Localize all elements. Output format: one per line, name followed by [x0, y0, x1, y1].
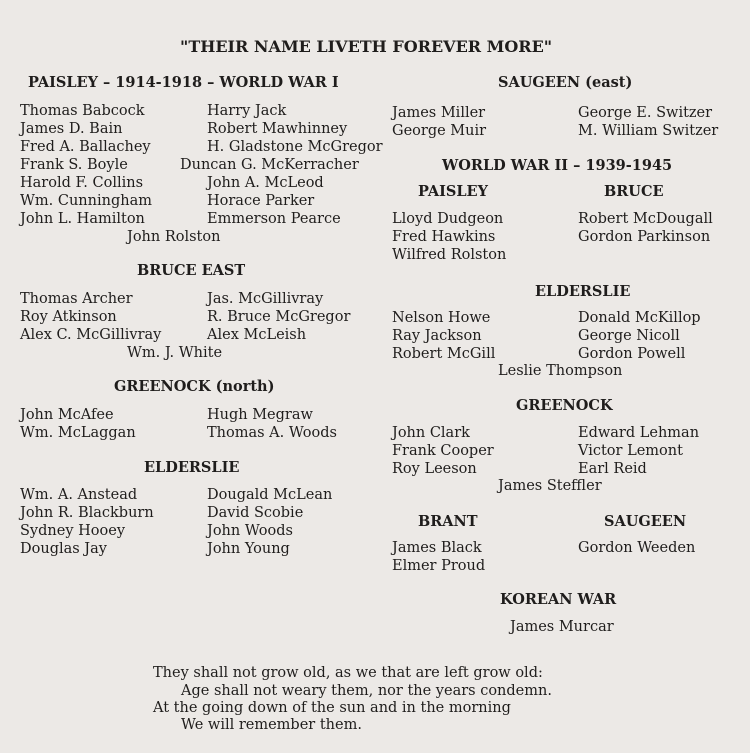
name-entry: John R. Blackburn — [20, 505, 154, 521]
name-entry: Alex McLeish — [207, 327, 307, 343]
name-entry: George Nicoll — [578, 328, 680, 344]
name-entry: John Rolston — [127, 229, 221, 245]
name-entry: Thomas Archer — [20, 291, 133, 307]
name-entry: Wm. Cunningham — [20, 193, 152, 209]
name-entry: Elmer Proud — [392, 558, 486, 574]
name-entry: John McAfee — [20, 407, 114, 423]
name-entry: John Woods — [207, 523, 293, 539]
name-entry: James Miller — [392, 105, 486, 121]
name-entry: Douglas Jay — [20, 541, 107, 557]
name-entry: Harold F. Collins — [20, 175, 144, 191]
paisley-ww1-heading: PAISLEY – 1914-1918 – WORLD WAR I — [28, 74, 339, 91]
ww2-paisley-heading: PAISLEY — [418, 183, 488, 200]
name-entry: Horace Parker — [207, 193, 315, 209]
name-entry: Frank S. Boyle — [20, 157, 128, 173]
name-entry: M. William Switzer — [578, 123, 719, 139]
name-entry: George Muir — [392, 123, 487, 139]
name-entry: John Clark — [392, 425, 470, 441]
name-entry: Robert McDougall — [578, 211, 713, 227]
name-entry: James Murcar — [510, 619, 614, 635]
name-entry: Victor Lemont — [578, 443, 683, 459]
greenock-north-heading: GREENOCK (north) — [114, 378, 275, 395]
elderslie-ww1-heading: ELDERSLIE — [144, 459, 240, 476]
ww2-brant-heading: BRANT — [418, 513, 478, 530]
poem-line: They shall not grow old, as we that are left grow old: — [153, 665, 543, 681]
ww2-greenock-heading: GREENOCK — [516, 397, 613, 414]
poem-line: At the going down of the sun and in the morning — [153, 700, 511, 716]
name-entry: John A. McLeod — [207, 175, 324, 191]
name-entry: Sydney Hooey — [20, 523, 126, 539]
name-entry: Gordon Weeden — [578, 540, 696, 556]
name-entry: John Young — [207, 541, 290, 557]
name-entry: Fred A. Ballachey — [20, 139, 151, 155]
poem-line: We will remember them. — [181, 717, 362, 733]
name-entry: James Steffler — [498, 478, 602, 494]
name-entry: James D. Bain — [20, 121, 123, 137]
name-entry: Lloyd Dudgeon — [392, 211, 504, 227]
name-entry: Edward Lehman — [578, 425, 700, 441]
name-entry: Thomas Babcock — [20, 103, 145, 119]
name-entry: George E. Switzer — [578, 105, 713, 121]
name-entry: Donald McKillop — [578, 310, 701, 326]
name-entry: Wm. McLaggan — [20, 425, 136, 441]
korean-war-heading: KOREAN WAR — [500, 591, 617, 608]
name-entry: Robert McGill — [392, 346, 496, 362]
ww2-bruce-heading: BRUCE — [604, 183, 664, 200]
bruce-east-heading: BRUCE EAST — [137, 262, 246, 279]
name-entry: Fred Hawkins — [392, 229, 496, 245]
name-entry: Hugh Megraw — [207, 407, 313, 423]
name-entry: Harry Jack — [207, 103, 287, 119]
name-entry: Emmerson Pearce — [207, 211, 341, 227]
page-title: "THEIR NAME LIVETH FOREVER MORE" — [180, 37, 553, 56]
name-entry: Leslie Thompson — [498, 363, 623, 379]
name-entry: Nelson Howe — [392, 310, 491, 326]
name-entry: Jas. McGillivray — [207, 291, 324, 307]
name-entry: Roy Leeson — [392, 461, 477, 477]
name-entry: Earl Reid — [578, 461, 647, 477]
name-entry: Dougald McLean — [207, 487, 333, 503]
name-entry: Wilfred Rolston — [392, 247, 507, 263]
name-entry: Thomas A. Woods — [207, 425, 337, 441]
name-entry: James Black — [392, 540, 482, 556]
ww2-elderslie-heading: ELDERSLIE — [535, 283, 631, 300]
name-entry: Duncan G. McKerracher — [180, 157, 359, 173]
name-entry: Robert Mawhinney — [207, 121, 348, 137]
name-entry: H. Gladstone McGregor — [207, 139, 383, 155]
name-entry: Gordon Powell — [578, 346, 686, 362]
name-entry: John L. Hamilton — [20, 211, 145, 227]
name-entry: R. Bruce McGregor — [207, 309, 351, 325]
poem-line: Age shall not weary them, nor the years condemn. — [181, 683, 552, 699]
name-entry: Roy Atkinson — [20, 309, 117, 325]
ww2-heading: WORLD WAR II – 1939-1945 — [442, 157, 673, 174]
name-entry: Gordon Parkinson — [578, 229, 711, 245]
name-entry: Wm. A. Anstead — [20, 487, 138, 503]
name-entry: Frank Cooper — [392, 443, 494, 459]
saugeen-east-heading: SAUGEEN (east) — [498, 74, 633, 91]
name-entry: Ray Jackson — [392, 328, 482, 344]
ww2-saugeen-heading: SAUGEEN — [604, 513, 687, 530]
name-entry: Wm. J. White — [127, 345, 223, 361]
name-entry: Alex C. McGillivray — [20, 327, 162, 343]
name-entry: David Scobie — [207, 505, 304, 521]
